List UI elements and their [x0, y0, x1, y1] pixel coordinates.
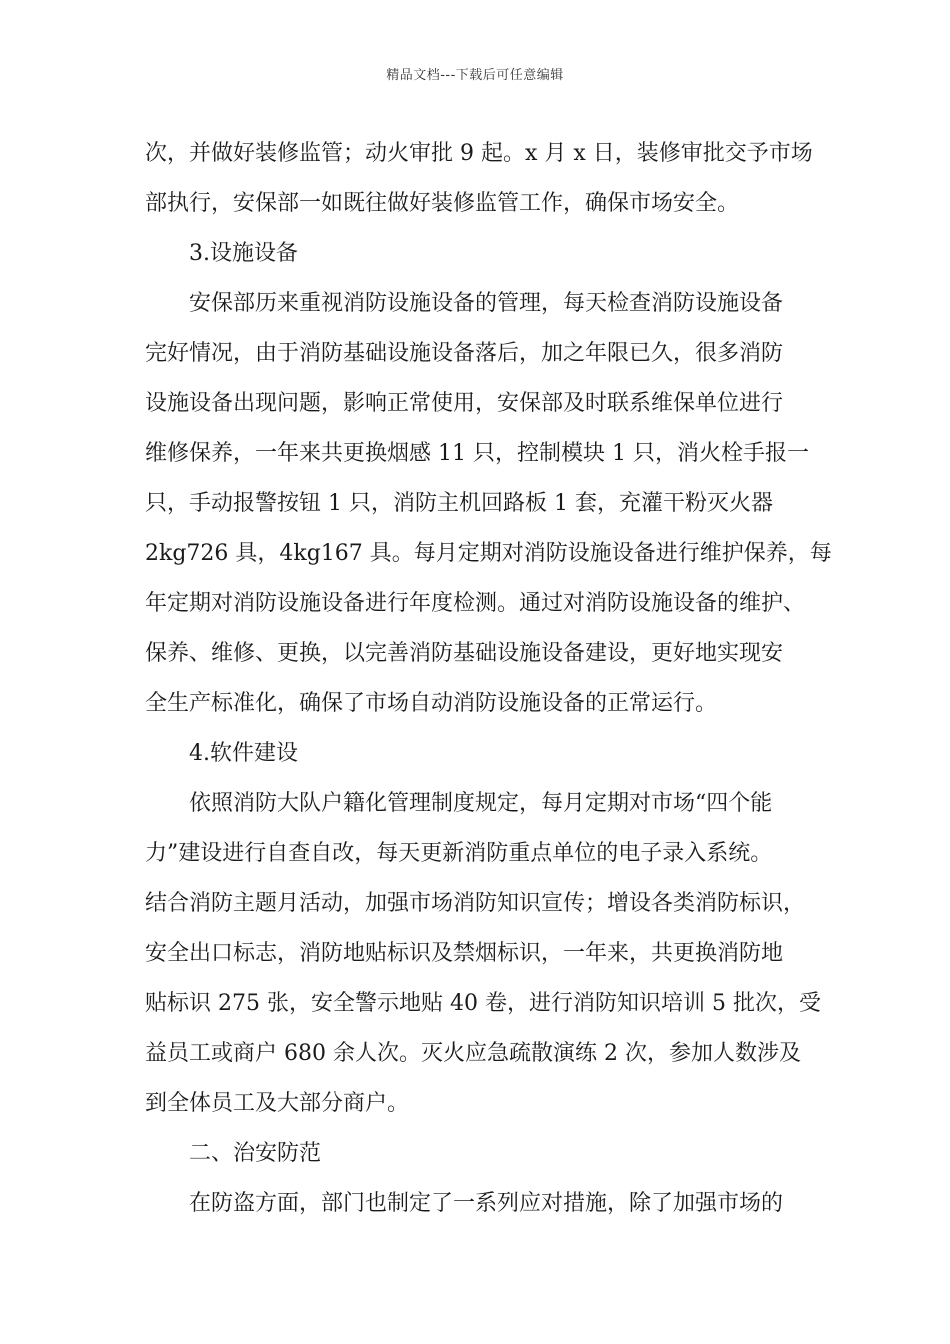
text-line: 2kg726 具，4kg167 具。每月定期对消防设施设备进行维护保养，每	[145, 541, 832, 566]
section-heading: 3.设施设备	[189, 241, 298, 266]
document-body	[145, 129, 832, 1229]
section-heading: 二、治安防范	[189, 1141, 322, 1166]
text-line: 结合消防主题月活动，加强市场消防知识宣传；增设各类消防标识，	[145, 891, 806, 916]
text-line: 设施设备出现问题，影响正常使用，安保部及时联系维保单位进行	[145, 391, 784, 416]
section-heading: 4.软件建设	[189, 741, 298, 766]
text-line: 力”建设进行自查自改，每天更新消防重点单位的电子录入系统。	[145, 841, 773, 866]
text-line: 安全出口标志，消防地贴标识及禁烟标识，一年来，共更换消防地	[145, 941, 784, 966]
text-line: 贴标识 275 张，安全警示地贴 40 卷，进行消防知识培训 5 批次，受	[145, 991, 821, 1016]
text-line: 保养、维修、更换，以完善消防基础设施设备建设，更好地实现安	[145, 641, 784, 666]
text-line: 益员工或商户 680 余人次。灭火应急疏散演练 2 次，参加人数涉及	[145, 1041, 801, 1066]
text-line: 依照消防大队户籍化管理制度规定，每月定期对市场“四个能	[189, 791, 773, 816]
text-line: 年定期对消防设施设备进行年度检测。通过对消防设施设备的维护、	[145, 591, 806, 616]
text-line: 维修保养，一年来共更换烟感 11 只，控制模块 1 只，消火栓手报一	[145, 441, 809, 466]
text-line: 到全体员工及大部分商户。	[145, 1091, 410, 1116]
text-line: 安保部历来重视消防设施设备的管理，每天检查消防设施设备	[189, 291, 784, 316]
text-line: 全生产标准化，确保了市场自动消防设施设备的正常运行。	[145, 691, 718, 716]
text-line: 在防盗方面，部门也制定了一系列应对措施，除了加强市场的	[189, 1191, 784, 1216]
text-line: 完好情况，由于消防基础设施设备落后，加之年限已久，很多消防	[145, 341, 784, 366]
text-line: 部执行，安保部一如既往做好装修监管工作，确保市场安全。	[145, 191, 740, 216]
text-line: 次，并做好装修监管；动火审批 9 起。x 月 x 日，装修审批交予市场	[145, 141, 813, 166]
text-line: 只，手动报警按钮 1 只，消防主机回路板 1 套，充灌干粉灭火器	[145, 491, 773, 516]
page-header: 精品文档---下载后可任意编辑	[386, 68, 564, 83]
